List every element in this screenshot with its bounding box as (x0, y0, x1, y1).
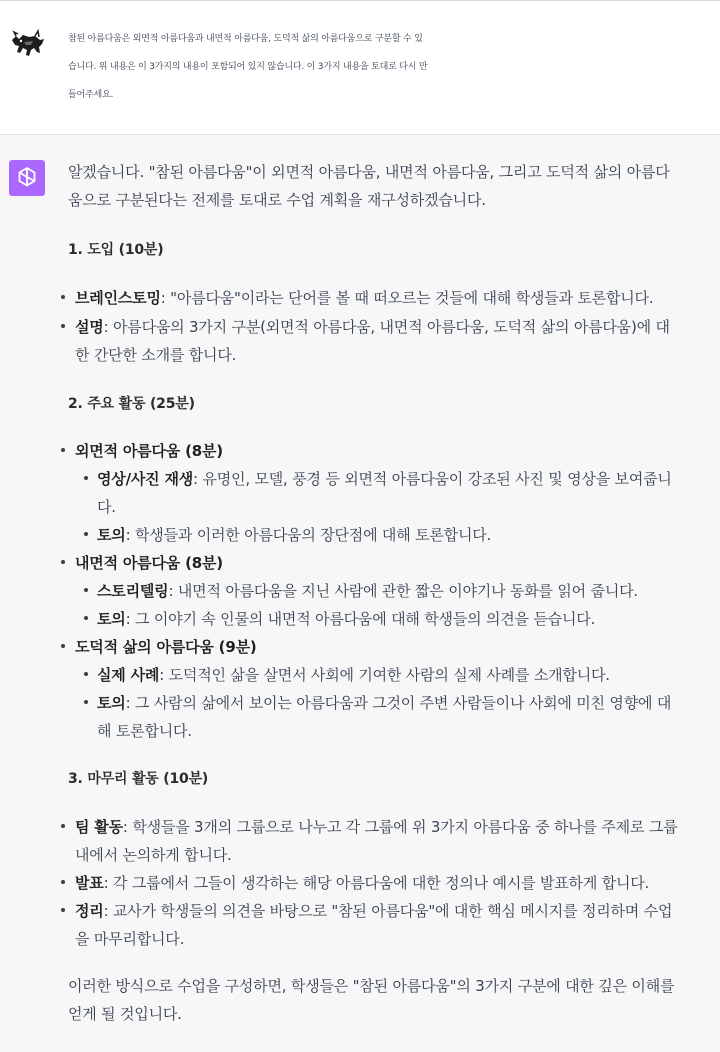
bullet-icon (61, 560, 65, 564)
list-item-cont: 내에서 논의하게 합니다. (75, 846, 232, 864)
list-item: 설명: 아름다움의 3가지 구분(외면적 아름다움, 내면적 아름다움, 도덕적 삶의 아름다움)에 대 (75, 318, 670, 336)
user-message-text (68, 25, 720, 109)
intro-line: 알겠습니다. "참된 아름다움"이 외면적 아름다움, 내면적 아름다움, 그리고 도덕적 삶의 아름다 (68, 163, 670, 181)
list-item: 영상/사진 재생: 유명인, 모델, 풍경 등 외면적 아름다움이 강조된 사진 및 영상을 보여줍니 (97, 470, 672, 488)
list-item: 토의: 그 이야기 속 인물의 내면적 아름다움에 대해 학생들의 의견을 듣습니다. (97, 610, 596, 628)
list-item: 팀 활동: 학생들을 3개의 그룹으로 나누고 각 그룹에 위 3가지 아름다움 중 하나를 주제로 그룹 (75, 818, 678, 836)
openai-logo-icon (9, 160, 45, 196)
bullet-icon (61, 295, 65, 299)
list-item-cont: 한 간단한 소개를 합니다. (75, 346, 237, 364)
bullet-icon (84, 616, 88, 620)
user-line: 들어주세요. (68, 90, 114, 100)
group-title: 내면적 아름다움 (8분) (75, 554, 223, 572)
section-heading: 2. 주요 활동 (25분) (68, 396, 195, 412)
bullet-icon (61, 824, 65, 828)
section-heading: 3. 마무리 활동 (10분) (68, 771, 209, 787)
bullet-icon (84, 700, 88, 704)
section-heading: 1. 도입 (10분) (68, 242, 164, 258)
bullet-icon (84, 532, 88, 536)
outro-line: 얻게 될 것입니다. (68, 1005, 182, 1023)
list-item-cont: 다. (97, 498, 116, 516)
bullet-icon (61, 448, 65, 452)
user-line: 참된 아름다움은 외면적 아름다움과 내면적 아름다움, 도덕적 삶의 아름다움으로 구분할 수 있 (68, 34, 423, 44)
bullet-icon (61, 644, 65, 648)
bullet-icon (61, 880, 65, 884)
user-line: 습니다. 위 내용은 이 3가지의 내용이 포함되어 있지 않습니다. 이 3가지 내용을 토대로 다시 만 (68, 62, 428, 72)
user-avatar-icon (9, 26, 47, 64)
list-item: 스토리텔링: 내면적 아름다움을 지닌 사람에 관한 짧은 이야기나 동화를 읽어 줍니다. (97, 582, 638, 600)
bullet-icon (61, 324, 65, 328)
assistant-message (0, 135, 720, 1052)
group-title: 도덕적 삶의 아름다움 (9분) (75, 638, 257, 656)
intro-line: 움으로 구분된다는 전제를 토대로 수업 계획을 재구성하겠습니다. (68, 191, 486, 209)
group-title: 외면적 아름다움 (8분) (75, 442, 223, 460)
list-item: 발표: 각 그룹에서 그들이 생각하는 해당 아름다움에 대한 정의나 예시를 발표하게 합니다. (75, 874, 650, 892)
list-item: 브레인스토밍: "아름다움"이라는 단어를 볼 때 떠오르는 것들에 대해 학생들과 토론합니다. (75, 289, 654, 307)
bullet-icon (84, 476, 88, 480)
bullet-icon (84, 588, 88, 592)
bullet-icon (61, 908, 65, 912)
list-item-cont: 을 마무리합니다. (75, 930, 185, 948)
list-item-cont: 해 토론합니다. (97, 722, 192, 740)
outro-line: 이러한 방식으로 수업을 구성하면, 학생들은 "참된 아름다움"의 3가지 구분에 대한 깊은 이해를 (68, 977, 675, 995)
list-item: 토의: 그 사람의 삶에서 보이는 아름다움과 그것이 주변 사람들이나 사회에 미친 영향에 대 (97, 694, 672, 712)
list-item: 토의: 학생들과 이러한 아름다움의 장단점에 대해 토론합니다. (97, 526, 492, 544)
bullet-icon (84, 672, 88, 676)
user-message (0, 1, 720, 135)
list-item: 정리: 교사가 학생들의 의견을 바탕으로 "참된 아름다움"에 대한 핵심 메시지를 정리하며 수업 (75, 902, 673, 920)
list-item: 실제 사례: 도덕적인 삶을 살면서 사회에 기여한 사람의 실제 사례를 소개합니다. (97, 666, 610, 684)
